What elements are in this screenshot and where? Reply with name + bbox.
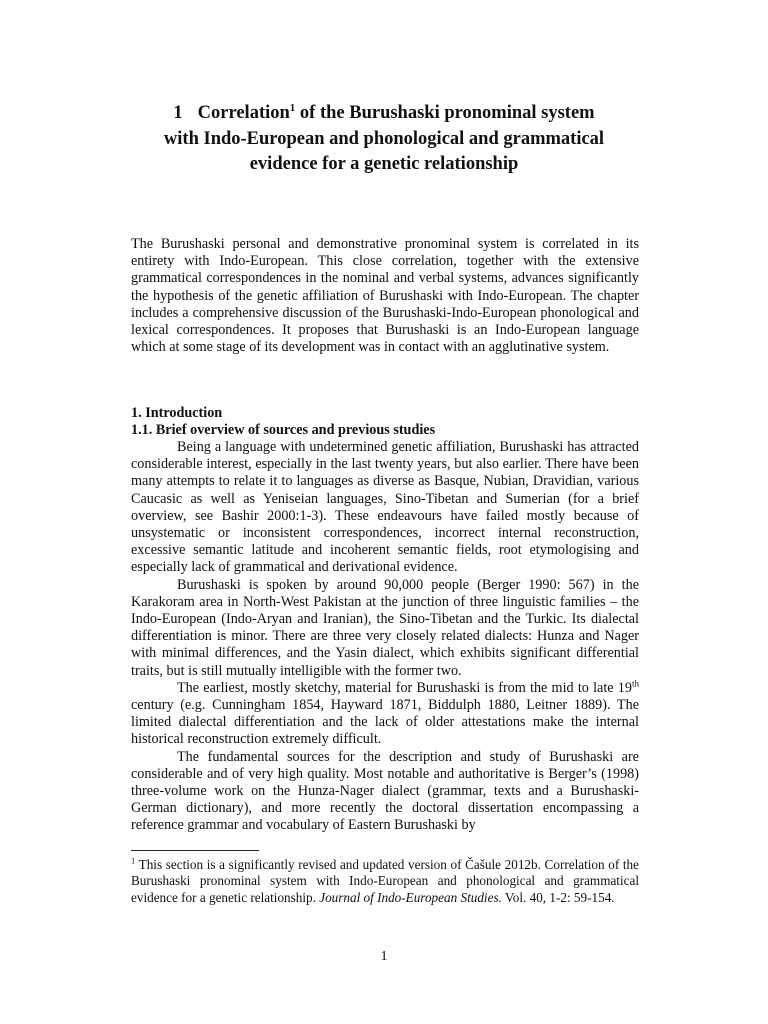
paragraph-3-start: The earliest, mostly sketchy, material for Burushaski is from the mid to late 19 bbox=[177, 679, 632, 696]
paragraph-1: Being a language with undetermined genetic affiliation, Burushaski has attracted considerable interest, especially in the last twenty years, but also earlier. There have been many attempts to relate it to languages as diverse as Basque, Nubian, Dravidian, various Caucasic as well as Yeniseian languages, Sino-Tibetan and Sumerian (for a brief overview, see Bashir 2000:1-3). These endeavours have failed mostly because of unsystematic or inconsistent correspondences, incorrect internal reconstruction, excessive semantic latitude and incoherent semantic fields, root etymologising and especially lack of grammatical and derivational evidence. bbox=[131, 439, 639, 576]
paragraph-3 bbox=[131, 680, 639, 749]
ordinal-superscript: th bbox=[631, 678, 639, 689]
title-line-3: evidence for a genetic relationship bbox=[249, 154, 519, 174]
section-heading: 1. Introduction bbox=[131, 405, 223, 421]
footnote-text: This section is a significantly revised and updated version of Čašule 2012b. Correlation of the Burushaski pronominal system with Indo-European and phonological and grammatical evidence for a genetic relationship. bbox=[131, 857, 639, 905]
chapter-title bbox=[100, 101, 668, 178]
paragraph-4: The fundamental sources for the description and study of Burushaski are considerable and of very high quality. Most notable and authoritative is Berger’s (1998) three-volume work on the Hunza-Nager dialect (grammar, texts and a Burushaski-German dictionary), and more recently the doctoral dissertation encompassing a reference grammar and vocabulary of Eastern Burushaski by bbox=[131, 748, 639, 834]
abstract-paragraph: The Burushaski personal and demonstrative pronominal system is correlated in its entirety with Indo-European. This close correlation, together with the extensive grammatical correspondences in the nominal and verbal systems, advances significantly the hypothesis of the genetic affiliation of Burushaski with Indo-European. The chapter includes a comprehensive discussion of the Burushaski-Indo-European phonological and lexical correspondences. It proposes that Burushaski is an Indo-European language which at some stage of its development was in contact with an agglutinative system. bbox=[131, 236, 639, 356]
footnote-citation-tail: Vol. 40, 1-2: 59-154. bbox=[501, 889, 615, 905]
subsection-heading: 1.1. Brief overview of sources and previous studies bbox=[131, 422, 436, 438]
footnote-mark: 1 bbox=[131, 855, 136, 866]
title-line-2: with Indo-European and phonological and grammatical bbox=[163, 128, 605, 149]
paragraph-2: Burushaski is spoken by around 90,000 people (Berger 1990: 567) in the Karakoram area in North-West Pakistan at the junction of three linguistic families – the Indo-European (Indo-Aryan and Iranian), the Sino-Tibetan and the Turkic. Its dialectal differentiation is minor. There are three very closely related dialects: Hunza and Nager with minimal differences, and the Yasin dialect, which exhibits significant differential traits, but is still mutually intelligible with the former two. bbox=[131, 576, 639, 679]
body-text bbox=[131, 439, 639, 835]
footnote-reference-mark[interactable]: 1 bbox=[289, 101, 296, 114]
footnote bbox=[131, 857, 639, 906]
title-line-1-start: Correlation bbox=[197, 103, 290, 123]
chapter-number: 1 bbox=[173, 103, 183, 123]
footnote-separator bbox=[131, 850, 259, 851]
title-line-1-end: of the Burushaski pronominal system bbox=[295, 103, 595, 123]
page-number: 1 bbox=[380, 949, 388, 964]
footnote-journal-title: Journal of Indo-European Studies. bbox=[319, 889, 502, 905]
paragraph-3-end: century (e.g. Cunningham 1854, Hayward 1871, Biddulph 1880, Leitner 1889). The limited dialectal differentiation and the lack of older attestations make the internal historical reconstruction extremely difficult. bbox=[131, 697, 639, 748]
